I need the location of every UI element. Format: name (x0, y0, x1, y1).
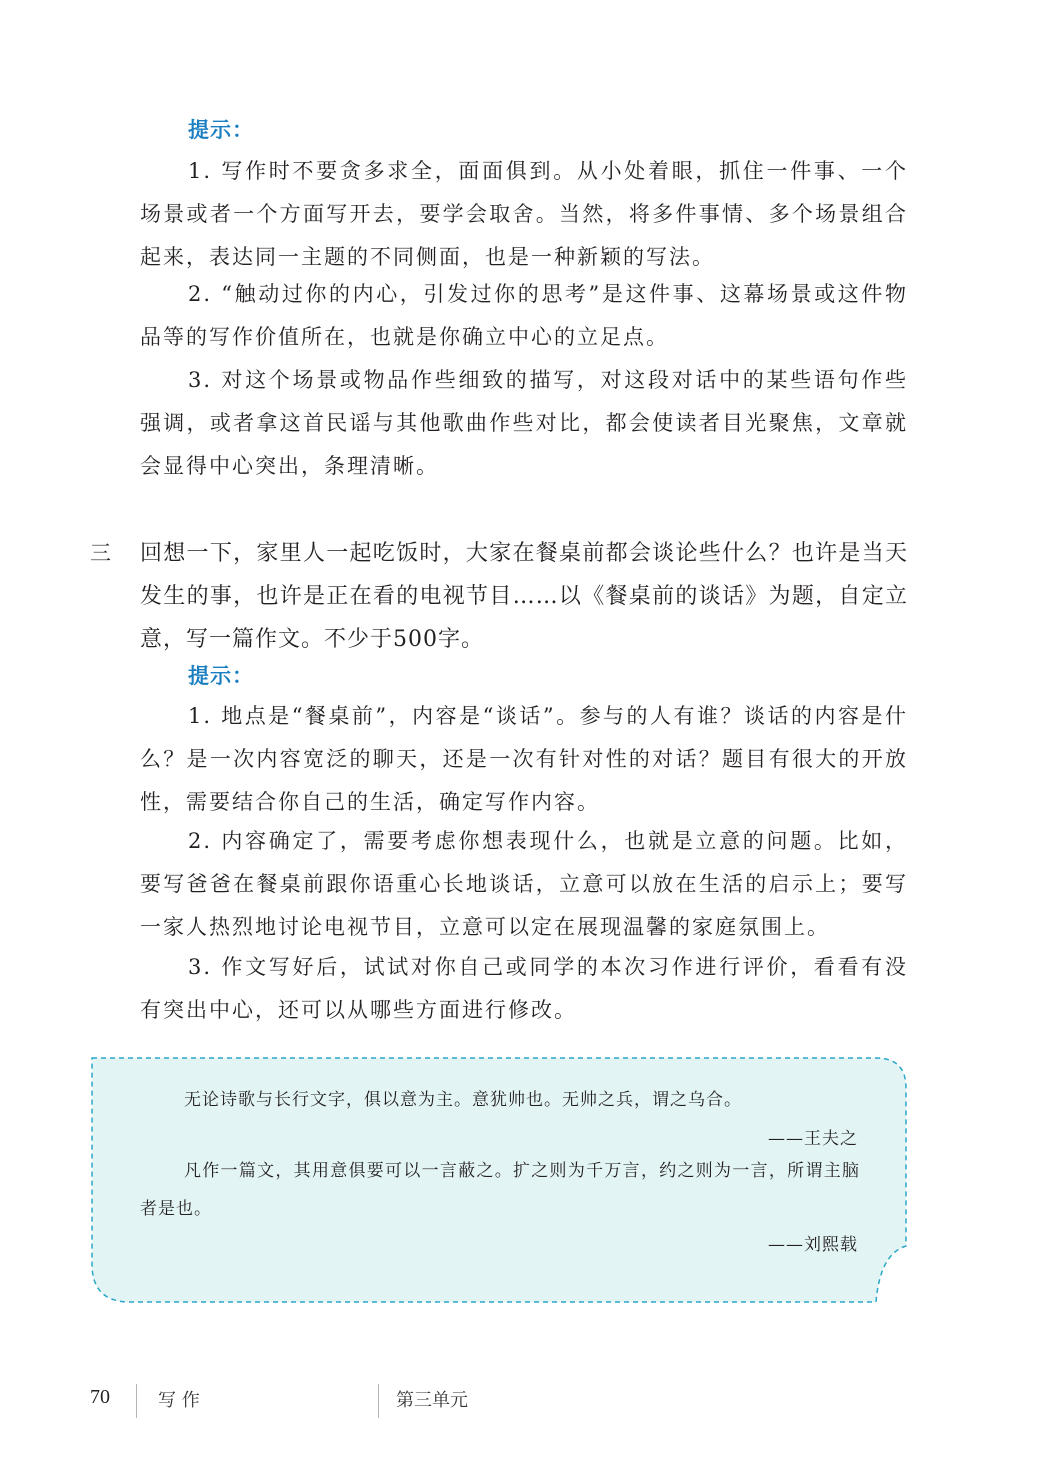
task-prompt: 回想一下，家里人一起吃饭时，大家在餐桌前都会谈论些什么？也许是当天发生的事，也许是正在看的电视节目……以《餐桌前的谈话》为题，自定立意，写一篇作文。不少于500字。 (140, 541, 908, 652)
task-number: 三 (90, 541, 111, 565)
quote-1-text: 无论诗歌与长行文字，俱以意为主。意犹帅也。无帅之兵，谓之乌合。 (184, 1090, 742, 1110)
hint1-item-2: 2. “触动过你的内心，引发过你的思考”是这件事、这幕场景或这件物品等的写作价值所在，也就是你确立中心的立足点。 (140, 282, 908, 349)
quote-2-text: 凡作一篇文，其用意俱要可以一言蔽之。扩之则为千万言，约之则为一言，所谓主脑者是也。 (140, 1161, 860, 1219)
hint-label-2: 提示： (188, 664, 254, 688)
footer-divider-1 (136, 1384, 137, 1418)
footer-unit: 第三单元 (396, 1390, 468, 1411)
hint2-item-2: 2. 内容确定了，需要考虑你想表现什么，也就是立意的问题。比如，要写爸爸在餐桌前跟你语重心长地谈话，立意可以放在生活的启示上；要写一家人热烈地讨论电视节目，立意可以定在展现温馨的家庭氛围上。 (140, 829, 908, 939)
quote-2-author: ——刘熙载 (768, 1235, 858, 1255)
quote-1-author: ——王夫之 (768, 1129, 858, 1149)
footer-section: 写 作 (158, 1390, 200, 1411)
page-number: 70 (90, 1386, 110, 1408)
hint-label-1: 提示： (188, 118, 254, 142)
hint1-item-1: 1. 写作时不要贪多求全，面面俱到。从小处着眼，抓住一件事、一个场景或者一个方面写开去，要学会取舍。当然，将多件事情、多个场景组合起来，表达同一主题的不同侧面，也是一种新颖的写法。 (140, 159, 908, 269)
footer-divider-2 (378, 1384, 379, 1418)
hint2-item-3: 3. 作文写好后，试试对你自己或同学的本次习作进行评价，看看有没有突出中心，还可以从哪些方面进行修改。 (140, 955, 908, 1022)
hint2-item-1: 1. 地点是“餐桌前”，内容是“谈话”。参与的人有谁？谈话的内容是什么？是一次内容宽泛的聊天，还是一次有针对性的对话？题目有很大的开放性，需要结合你自己的生活，确定写作内容。 (140, 704, 908, 814)
hint1-item-3: 3. 对这个场景或物品作些细致的描写，对这段对话中的某些语句作些强调，或者拿这首民谣与其他歌曲作些对比，都会使读者目光聚焦，文章就会显得中心突出，条理清晰。 (140, 368, 908, 478)
